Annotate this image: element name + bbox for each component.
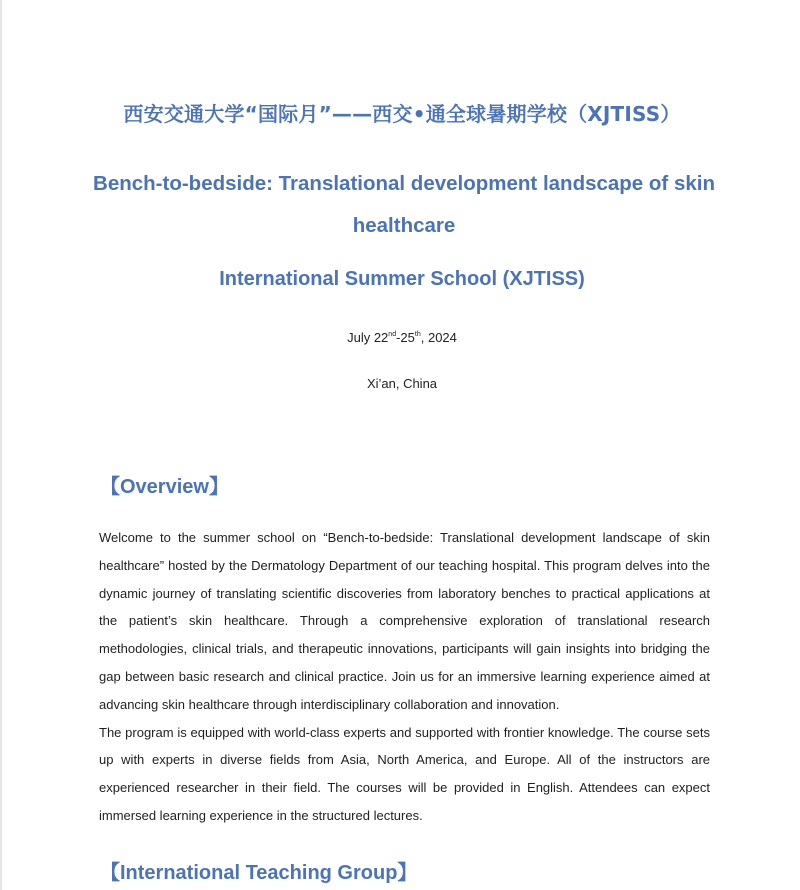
overview-heading-text: Overview: [120, 476, 209, 498]
overview-heading: [100, 470, 229, 499]
bracket-open: 【: [100, 474, 120, 498]
date-sup-2: th: [414, 331, 421, 338]
bracket-open: 【: [100, 860, 120, 884]
chinese-title: 西安交通大学“国际月”——西交•通全球暑期学校（XJTISS）: [123, 102, 681, 126]
date-prefix: July 22: [347, 330, 389, 345]
overview-paragraph-1: Welcome to the summer school on “Bench-to-bedside: Translational development landscape of skin healthcare” hosted by the Dermatology Department of our teaching hospital. This program delves into the dynamic journey of translating scientific discoveries from laboratory benches to practical applications at the patient’s skin healthcare. Through a comprehensive exploration of translational research methodologies, clinical trials, and therapeutic innovations, participants will gain insights into bridging the gap between basic research and clinical practice. Join us for an immersive learning experience aimed at advancing skin healthcare through interdisciplinary collaboration and innovation.: [99, 530, 710, 712]
overview-body: [99, 524, 710, 830]
date-sup-1: nd: [388, 331, 397, 338]
date-suffix: , 2024: [420, 330, 457, 345]
teaching-group-heading: [100, 856, 417, 885]
overview-paragraph-2: The program is equipped with world-class experts and supported with frontier knowledge. The course sets up with experts in diverse fields from Asia, North America, and Europe. All of the instructors are experienced researcher in their field. The courses will be provided in English. Attendees can expect immersed learning experience in the structured lectures.: [99, 724, 710, 823]
event-location: Xi’an, China: [366, 376, 438, 391]
english-title: Bench-to-bedside: Translational development landscape of skin healthcare: [93, 172, 715, 237]
event-date: [2, 330, 800, 345]
bracket-close: 】: [397, 860, 418, 884]
teaching-group-heading-text: International Teaching Group: [120, 862, 398, 884]
date-middle: -25: [396, 330, 415, 345]
program-subtitle: International Summer School (XJTISS): [219, 268, 585, 290]
bracket-close: 】: [208, 474, 229, 498]
